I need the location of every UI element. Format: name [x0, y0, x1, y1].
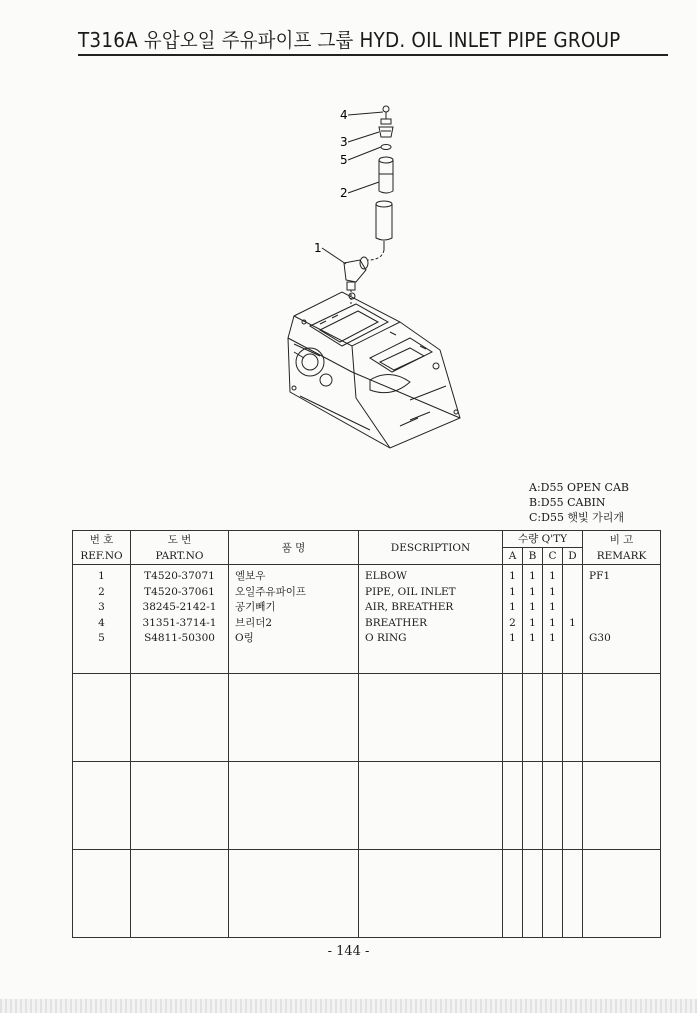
oil-inlet-pipe-part-2 [376, 157, 393, 250]
part-name-cell: 엘보우 오일주유파이프 공기빼기 브리더2 O링 [229, 565, 359, 674]
leader-2 [348, 182, 379, 193]
blank-row [73, 674, 661, 762]
header-col-a: A [503, 548, 523, 565]
header-col-c: C [543, 548, 563, 565]
leader-1 [322, 248, 346, 264]
callout-5: 5 [340, 153, 348, 167]
callout-2: 2 [340, 186, 348, 200]
leader-5 [348, 147, 381, 160]
legend-item: A:D55 OPEN CAB [529, 481, 629, 494]
qty-d-cell: 1 [563, 565, 583, 674]
description-cell: ELBOW PIPE, OIL INLET AIR, BREATHER BREATHER O RING [359, 565, 503, 674]
header-remark: 비 고 REMARK [583, 531, 661, 565]
header-ref-no: 번 호 REF.NO [73, 531, 131, 565]
header-description: DESCRIPTION [359, 531, 503, 565]
legend-item: B:D55 CABIN [529, 496, 606, 509]
callout-1: 1 [314, 241, 322, 255]
model-legend [529, 480, 629, 525]
o-ring-part-5 [381, 145, 391, 150]
breather-part-4 [381, 106, 391, 124]
header-col-d: D [563, 548, 583, 565]
table-row [73, 565, 661, 674]
header-col-b: B [523, 548, 543, 565]
qty-c-cell: 1 1 1 1 1 [543, 565, 563, 674]
legend-item: C:D55 햇빛 가리개 [529, 511, 625, 524]
remark-cell: PF1 G30 [583, 565, 661, 674]
qty-a-cell: 1 1 1 2 1 [503, 565, 523, 674]
blank-row [73, 850, 661, 938]
page-title: T316A 유압오일 주유파이프 그룹 HYD. OIL INLET PIPE GROUP [78, 28, 621, 52]
scan-edge-strip [0, 999, 697, 1013]
parts-table [72, 530, 661, 938]
header-part-no: 도 번 PART.NO [131, 531, 229, 565]
callout-4: 4 [340, 108, 348, 122]
header-quantity: 수량 Q'TY [503, 531, 583, 548]
page-number: - 144 - [327, 944, 370, 959]
leader-4 [348, 112, 383, 115]
leader-3 [348, 132, 379, 142]
header-part-name-kr: 품 명 [229, 531, 359, 565]
blank-row [73, 762, 661, 850]
transmission-housing [288, 292, 460, 448]
callout-3: 3 [340, 135, 348, 149]
ref-no-cell: 1 2 3 4 5 [73, 565, 131, 674]
parts-rows [73, 565, 661, 674]
part-no-cell: T4520-37071 T4520-37061 38245-2142-1 31351-3714-1 S4811-50300 [131, 565, 229, 674]
air-breather-part-3 [379, 127, 393, 137]
elbow-part-1 [344, 257, 368, 306]
qty-b-cell: 1 1 1 1 1 [523, 565, 543, 674]
title-underline [78, 54, 668, 56]
parts-diagram [260, 100, 480, 450]
